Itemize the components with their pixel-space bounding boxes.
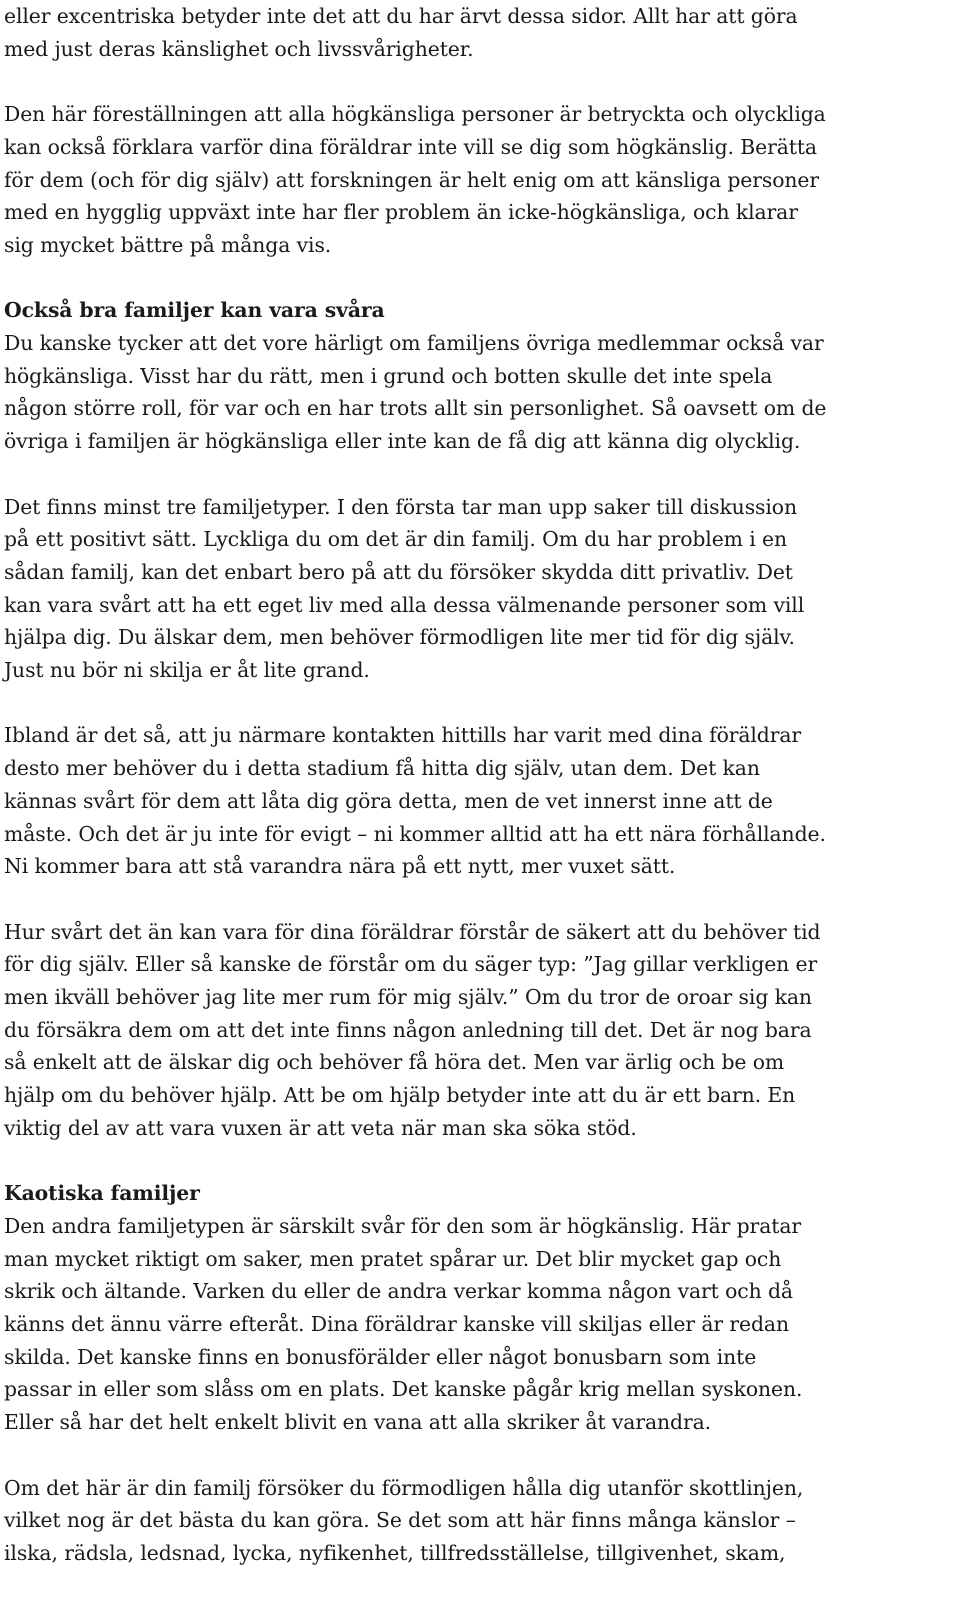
paragraph-gap: [4, 458, 960, 491]
text-line: ilska, rädsla, ledsnad, lycka, nyfikenhet, tillfredsställelse, tillgivenhet, skam,: [4, 1540, 786, 1565]
paragraph-gap: [4, 1439, 960, 1472]
text-line: hjälp om du behöver hjälp. Att be om hjälp betyder inte att du är ett barn. En: [4, 1083, 796, 1108]
text-line: kan också förklara varför dina föräldrar inte vill se dig som högkänslig. Berätta: [4, 134, 817, 159]
paragraph-gap: [4, 883, 960, 916]
paragraph-gap: [4, 262, 960, 295]
text-line: måste. Och det är ju inte för evigt – ni kommer alltid att ha ett nära förhållande.: [4, 821, 826, 846]
paragraph-gap: [4, 1145, 960, 1178]
text-line: Eller så har det helt enkelt blivit en vana att alla skriker åt varandra.: [4, 1410, 711, 1435]
text-line: sådan familj, kan det enbart bero på att du försöker skydda ditt privatliv. Det: [4, 559, 793, 584]
text-line: för dem (och för dig själv) att forskningen är helt enig om att känsliga personer: [4, 167, 819, 192]
text-line: Den andra familjetypen är särskilt svår för den som är högkänslig. Här pratar: [4, 1213, 801, 1238]
text-line: hjälpa dig. Du älskar dem, men behöver förmodligen lite mer tid för dig själv.: [4, 625, 795, 650]
text-line: sig mycket bättre på många vis.: [4, 232, 332, 257]
text-line: man mycket riktigt om saker, men pratet spårar ur. Det blir mycket gap och: [4, 1246, 782, 1271]
paragraph: [4, 0, 960, 65]
text-line: skilda. Det kanske finns en bonusförälder eller något bonusbarn som inte: [4, 1344, 757, 1369]
text-line: känns det ännu värre efteråt. Dina föräldrar kanske vill skiljas eller är redan: [4, 1312, 789, 1337]
text-line: så enkelt att de älskar dig och behöver få höra det. Men var ärlig och be om: [4, 1050, 785, 1075]
text-line: högkänsliga. Visst har du rätt, men i grund och botten skulle det inte spela: [4, 363, 773, 388]
paragraph-gap: [4, 65, 960, 98]
paragraph: [4, 719, 960, 883]
text-line: desto mer behöver du i detta stadium få hitta dig själv, utan dem. Det kan: [4, 756, 760, 781]
text-line: med just deras känslighet och livssvårigheter.: [4, 36, 474, 61]
paragraph: [4, 1472, 960, 1570]
text-line: Du kanske tycker att det vore härligt om familjens övriga medlemmar också var: [4, 331, 824, 355]
text-line: viktig del av att vara vuxen är att veta när man ska söka stöd.: [4, 1115, 637, 1140]
text-line: Ibland är det så, att ju närmare kontakten hittills har varit med dina föräldrar: [4, 723, 802, 748]
text-line: du försäkra dem om att det inte finns någon anledning till det. Det är nog bara: [4, 1017, 812, 1042]
text-line: Det finns minst tre familjetyper. I den första tar man upp saker till diskussion: [4, 494, 797, 519]
section-kaotiska-familjer: [4, 1177, 960, 1439]
text-line: Ni kommer bara att stå varandra nära på ett nytt, mer vuxet sätt.: [4, 854, 676, 879]
text-line: på ett positivt sätt. Lyckliga du om det är din familj. Om du har problem i en: [4, 527, 787, 552]
text-line: övriga i familjen är högkänsliga eller inte kan de få dig att känna dig olycklig.: [4, 429, 801, 454]
text-line: med en hygglig uppväxt inte har fler problem än icke-högkänsliga, och klarar: [4, 200, 798, 225]
text-line: passar in eller som slåss om en plats. Det kanske pågår krig mellan syskonen.: [4, 1377, 803, 1402]
text-line: men ikväll behöver jag lite mer rum för mig själv.” Om du tror de oroar sig kan: [4, 985, 812, 1010]
text-line: kan vara svårt att ha ett eget liv med alla dessa välmenande personer som vill: [4, 592, 805, 617]
text-line: eller excentriska betyder inte det att du har ärvt dessa sidor. Allt har att göra: [4, 4, 798, 28]
text-line: kännas svårt för dem att låta dig göra detta, men de vet innerst inne att de: [4, 788, 773, 813]
text-line: skrik och ältande. Varken du eller de andra verkar komma någon vart och då: [4, 1279, 793, 1304]
text-line: någon större roll, för var och en har trots allt sin personlighet. Så oavsett om de: [4, 396, 827, 421]
paragraph: [4, 491, 960, 687]
text-line: vilket nog är det bästa du kan göra. Se det som att här finns många känslor –: [4, 1508, 796, 1533]
text-line: Om det här är din familj försöker du förmodligen hålla dig utanför skottlinjen,: [4, 1475, 804, 1500]
section-familjer-svara: [4, 294, 960, 458]
paragraph-gap: [4, 687, 960, 720]
section-heading: Kaotiska familjer: [4, 1181, 200, 1206]
text-line: Hur svårt det än kan vara för dina föräldrar förstår de säkert att du behöver tid: [4, 919, 821, 944]
text-line: för dig själv. Eller så kanske de förstår om du säger typ: ”Jag gillar verkligen er: [4, 952, 818, 977]
text-line: Just nu bör ni skilja er åt lite grand.: [4, 658, 370, 683]
section-heading: Också bra familjer kan vara svåra: [4, 298, 385, 323]
text-line: Den här föreställningen att alla högkänsliga personer är betryckta och olyckliga: [4, 102, 826, 127]
paragraph: [4, 98, 960, 262]
paragraph: [4, 916, 960, 1145]
